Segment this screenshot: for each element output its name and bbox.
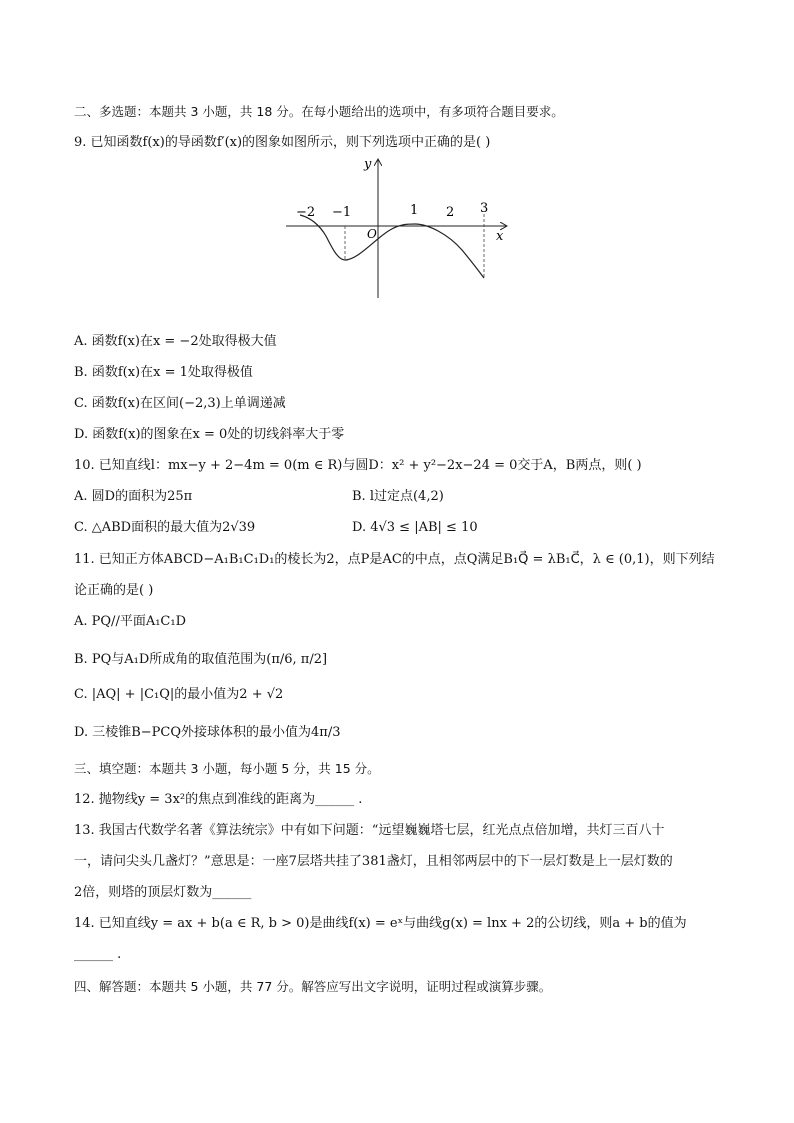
q10-option-d: D. 4√3 ≤ |AB| ≤ 10 — [352, 520, 478, 535]
q9-option-a: A. 函数f(x)在x = −2处取得极大值 — [74, 334, 277, 349]
tick-label-2: 2 — [446, 205, 455, 220]
derivative-curve — [300, 215, 484, 278]
q9-stem: 9. 已知函数f(x)的导函数f′(x)的图象如图所示，则下列选项中正确的是( ) — [74, 135, 491, 150]
q14-line1: 14. 已知直线y = ax + b(a ∈ R, b > 0)是曲线f(x) = eˣ与曲线g(x) = lnx + 2的公切线，则a + b的值为 — [74, 916, 687, 931]
q13-line1: 13. 我国古代数学名著《算法统宗》中有如下问题：“远望巍巍塔七层，红光点点倍加增，共灯三百八十 — [74, 823, 665, 838]
q10-option-a: A. 圆D的面积为25π — [74, 489, 193, 504]
tick-label-minus1: −1 — [332, 205, 352, 220]
q13-line2: 一，请问尖头几盏灯？”意思是：一座7层塔共挂了381盏灯，且相邻两层中的下一层灯数是上一层灯数的 — [74, 854, 673, 869]
origin-label: O — [367, 227, 377, 241]
q10-option-c: C. △ABD面积的最大值为2√39 — [74, 520, 256, 535]
q9-option-d: D. 函数f(x)的图象在x = 0处的切线斜率大于零 — [74, 427, 345, 442]
x-axis-label: x — [496, 229, 504, 244]
q13-line3: 2倍，则塔的顶层灯数为______ — [74, 885, 252, 900]
q10-option-b: B. l过定点(4,2) — [352, 489, 444, 504]
q11-option-d: D. 三棱锥B−PCQ外接球体积的最小值为4π/3 — [74, 725, 341, 740]
q11-stem-line1: 11. 已知正方体ABCD−A₁B₁C₁D₁的棱长为2，点P是AC的中点，点Q满足B₁Q⃗ = λB₁C⃗，λ ∈ (0,1)，则下列结 — [74, 552, 715, 567]
q10-stem: 10. 已知直线l：mx−y + 2−4m = 0(m ∈ R)与圆D：x² + y²−2x−24 = 0交于A，B两点，则( ) — [74, 458, 642, 473]
section-multi-choice-heading: 二、多选题：本题共 3 小题，共 18 分。在每小题给出的选项中，有多项符合题目要求。 — [74, 104, 564, 119]
section-fill-blank-heading: 三、填空题：本题共 3 小题，每小题 5 分，共 15 分。 — [74, 761, 380, 776]
q11-option-a: A. PQ//平面A₁C₁D — [74, 614, 186, 629]
q14-line2: ______ . — [74, 947, 122, 962]
tick-label-3: 3 — [480, 201, 489, 216]
q9-graph-svg — [278, 152, 518, 302]
q11-stem-line2: 论正确的是( ) — [74, 583, 154, 598]
q9-option-b: B. 函数f(x)在x = 1处取得极值 — [74, 365, 253, 380]
y-axis-label: y — [364, 157, 372, 172]
q9-option-c: C. 函数f(x)在区间(−2,3)上单调递减 — [74, 396, 286, 411]
tick-label-1: 1 — [410, 203, 419, 218]
q12-text: 12. 抛物线y = 3x²的焦点到准线的距离为______ . — [74, 792, 363, 807]
section-solve-heading: 四、解答题：本题共 5 小题，共 77 分。解答应写出文字说明，证明过程或演算步骤。 — [74, 979, 552, 994]
tick-label-minus2: −2 — [296, 205, 316, 220]
q11-option-c: C. |AQ| + |C₁Q|的最小值为2 + √2 — [74, 687, 284, 702]
q9-derivative-graph — [278, 152, 518, 302]
q11-option-b: B. PQ与A₁D所成角的取值范围为(π/6, π/2] — [74, 652, 328, 667]
